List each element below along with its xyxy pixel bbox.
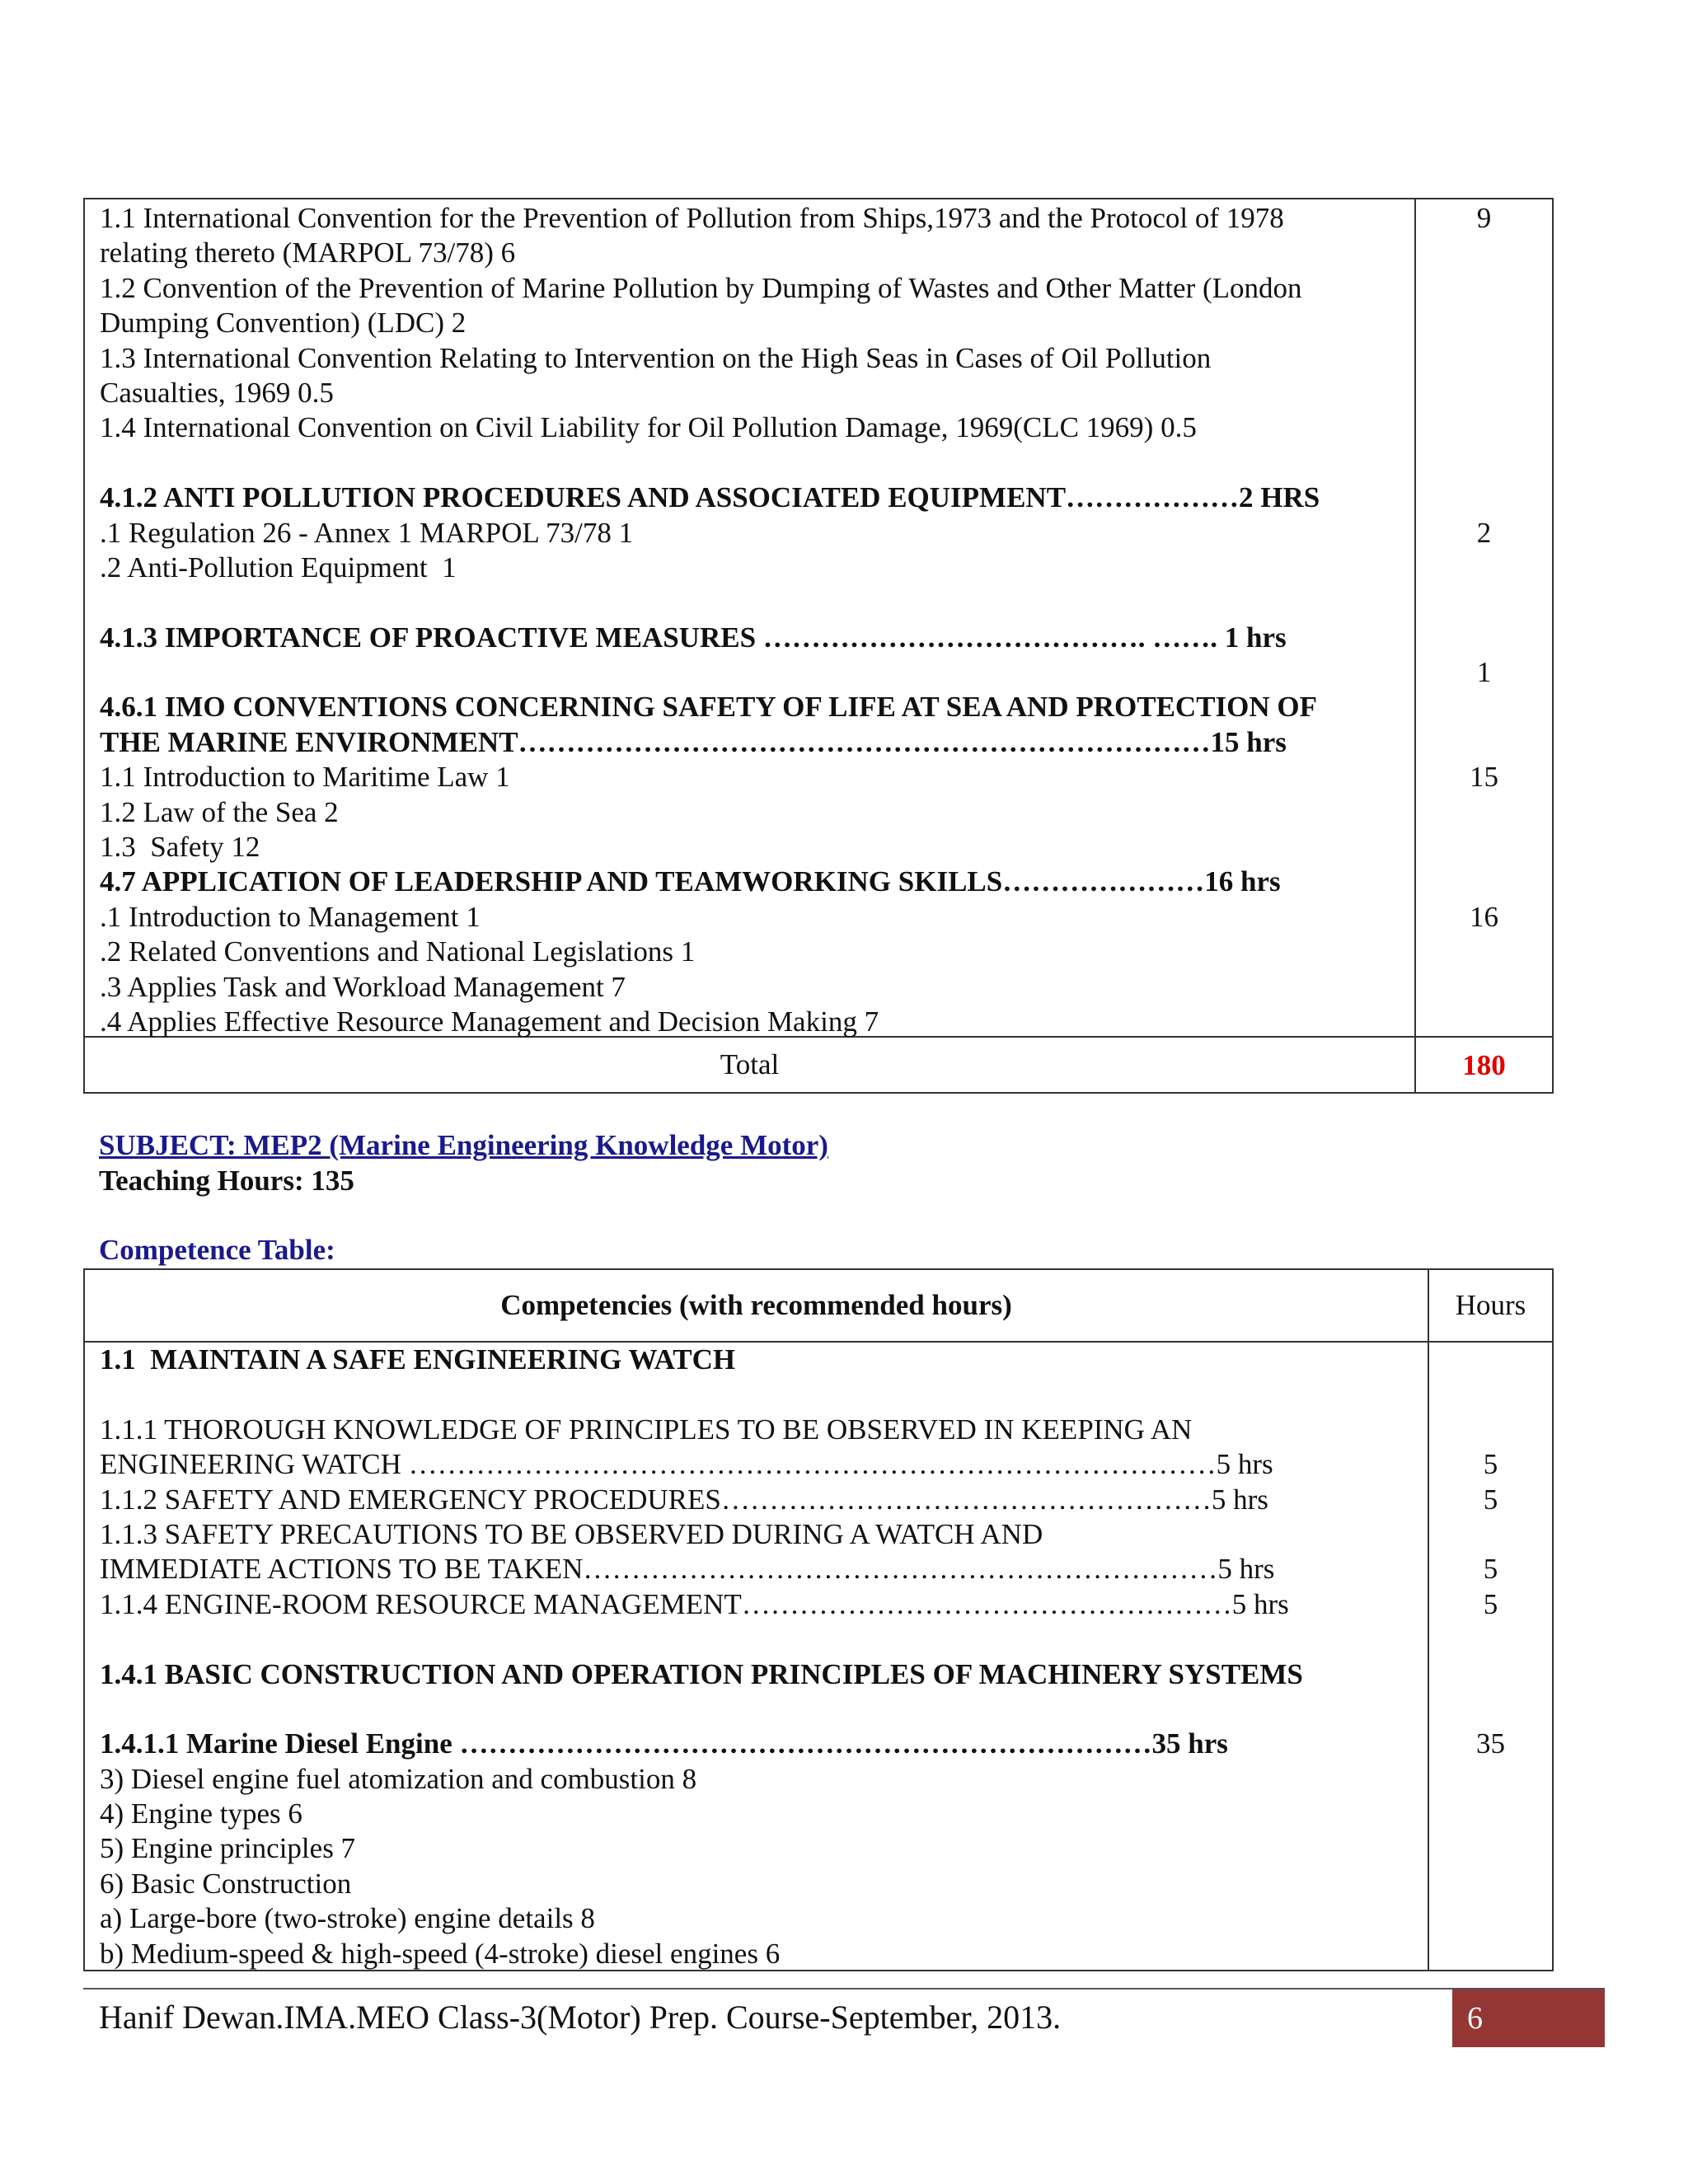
hours-value: 5 xyxy=(1483,1553,1498,1586)
hours-header: Hours xyxy=(1455,1289,1526,1321)
text-line: .1 Regulation 26 - Annex 1 MARPOL 73/78 1 xyxy=(100,516,634,549)
hours-cell xyxy=(1429,1343,1552,1970)
total-row xyxy=(85,1036,1552,1092)
hours-value: 1 xyxy=(1476,656,1492,689)
table-header-row xyxy=(85,1270,1552,1343)
hours-value: 5 xyxy=(1483,1483,1498,1516)
text-line: relating thereto (MARPOL 73/78) 6 xyxy=(100,237,516,269)
text-line: 4.7 APPLICATION OF LEADERSHIP AND TEAMWORKING SKILLS…………………16 hrs xyxy=(100,865,1281,898)
pollution-hours-table xyxy=(83,198,1554,1094)
total-value-cell xyxy=(1416,1038,1552,1092)
competencies-header-cell xyxy=(85,1270,1429,1341)
hours-value: 16 xyxy=(1470,901,1498,933)
blank-line xyxy=(100,1377,1428,1412)
text-line: 1.4 International Convention on Civil Liability for Oil Pollution Damage, 1969(CLC 1969) 0.5 xyxy=(100,411,1197,444)
competence-table xyxy=(83,1268,1554,1971)
text-line: 1.4.1 BASIC CONSTRUCTION AND OPERATION PRINCIPLES OF MACHINERY SYSTEMS xyxy=(100,1657,1303,1690)
text-line: 4.1.2 ANTI POLLUTION PROCEDURES AND ASSOCIATED EQUIPMENT………………2 HRS xyxy=(100,481,1320,514)
text-line: .4 Applies Effective Resource Management and Decision Making 7 xyxy=(100,1005,879,1038)
text-line: Dumping Convention) (LDC) 2 xyxy=(100,307,467,340)
blank-line xyxy=(100,1692,1428,1727)
total-label: Total xyxy=(720,1048,780,1080)
hours-value: 2 xyxy=(1476,516,1492,549)
footer-divider xyxy=(83,1988,1605,1990)
text-line: 1.1.2 SAFETY AND EMERGENCY PROCEDURES……………………………………………5 hrs xyxy=(100,1483,1268,1516)
text-line: Casualties, 1969 0.5 xyxy=(100,376,334,409)
text-line: THE MARINE ENVIRONMENT………………………………………………………………15 hrs xyxy=(100,725,1287,758)
page-number-badge xyxy=(1452,1990,1605,2047)
hours-value: 15 xyxy=(1470,761,1498,794)
text-line: .2 Anti-Pollution Equipment 1 xyxy=(100,551,457,583)
text-line: 4.1.3 IMPORTANCE OF PROACTIVE MEASURES …………………………………. ……. 1 hrs xyxy=(100,621,1287,654)
hours-value: 5 xyxy=(1483,1587,1498,1620)
table-row xyxy=(85,199,1552,1036)
blank-line xyxy=(100,655,1414,690)
blank-line xyxy=(100,585,1414,620)
text-line: b) Medium-speed & high-speed (4-stroke) diesel engines 6 xyxy=(100,1937,781,1970)
table-row xyxy=(85,1343,1552,1970)
subject-heading[interactable]: SUBJECT: MEP2 (Marine Engineering Knowledge Motor) xyxy=(99,1129,828,1161)
text-line: 4) Engine types 6 xyxy=(100,1797,302,1830)
text-line: IMMEDIATE ACTIONS TO BE TAKEN…………………………………………………………5 hrs xyxy=(100,1553,1275,1586)
text-line: 5) Engine principles 7 xyxy=(100,1832,356,1865)
text-line: .3 Applies Task and Workload Management 7 xyxy=(100,970,626,1003)
hours-value: 5 xyxy=(1483,1448,1498,1481)
hours-value: 35 xyxy=(1476,1727,1505,1760)
competence-table-title: Competence Table: xyxy=(99,1234,335,1266)
text-line: 1.3 International Convention Relating to Intervention on the High Seas in Cases of Oil Pollution xyxy=(100,341,1212,374)
total-value: 180 xyxy=(1462,1049,1506,1081)
text-line: 1.1.1 THOROUGH KNOWLEDGE OF PRINCIPLES TO BE OBSERVED IN KEEPING AN xyxy=(100,1413,1193,1446)
competencies-header: Competencies (with recommended hours) xyxy=(500,1289,1012,1321)
footer-text: Hanif Dewan.IMA.MEO Class-3(Motor) Prep. Course-September, 2013. xyxy=(99,1999,1062,2036)
competency-text-cell xyxy=(85,199,1416,1036)
text-line: 1.1 International Convention for the Prevention of Pollution from Ships,1973 and the Protocol of 1978 xyxy=(100,202,1284,234)
text-line: a) Large-bore (two-stroke) engine details 8 xyxy=(100,1902,595,1935)
text-line: 1.1.4 ENGINE-ROOM RESOURCE MANAGEMENT……………………………………………5 hrs xyxy=(100,1587,1289,1620)
text-line: 1.4.1.1 Marine Diesel Engine ………………………………………………………………35 hrs xyxy=(100,1727,1228,1760)
total-label-cell xyxy=(85,1038,1416,1092)
text-line: 1.1.3 SAFETY PRECAUTIONS TO BE OBSERVED DURING A WATCH AND xyxy=(100,1517,1043,1550)
competency-text-cell xyxy=(85,1343,1429,1970)
blank-line xyxy=(100,1622,1428,1657)
text-line: 1.3 Safety 12 xyxy=(100,831,260,864)
text-line: 6) Basic Construction xyxy=(100,1867,352,1900)
page-number: 6 xyxy=(1467,2001,1483,2036)
blank-line xyxy=(100,446,1414,480)
text-line: 1.2 Convention of the Prevention of Marine Pollution by Dumping of Wastes and Other Matter (London xyxy=(100,271,1302,304)
text-line: 1.2 Law of the Sea 2 xyxy=(100,795,339,828)
text-line: ENGINEERING WATCH …………………………………………………………………………5 hrs xyxy=(100,1448,1273,1481)
text-line: 3) Diesel engine fuel atomization and combustion 8 xyxy=(100,1762,697,1795)
hours-value: 9 xyxy=(1476,202,1492,234)
text-line: 4.6.1 IMO CONVENTIONS CONCERNING SAFETY OF LIFE AT SEA AND PROTECTION OF xyxy=(100,691,1318,724)
text-line: .1 Introduction to Management 1 xyxy=(100,900,481,933)
teaching-hours: Teaching Hours: 135 xyxy=(99,1165,354,1197)
hours-header-cell xyxy=(1429,1270,1552,1341)
text-line: 1.1 Introduction to Maritime Law 1 xyxy=(100,761,510,794)
hours-cell xyxy=(1416,199,1552,1036)
text-line: 1.1 MAINTAIN A SAFE ENGINEERING WATCH xyxy=(100,1343,736,1376)
text-line: .2 Related Conventions and National Legislations 1 xyxy=(100,935,696,968)
